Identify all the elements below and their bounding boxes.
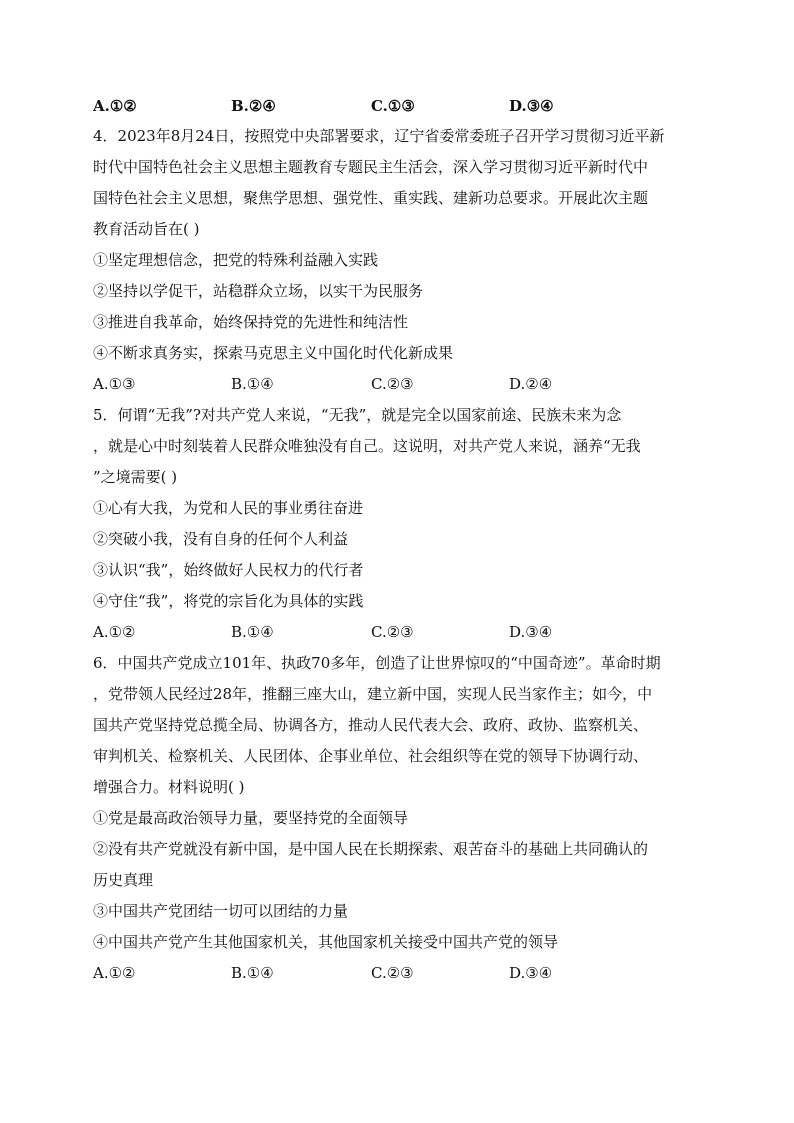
q5-option-d: D.③④ [509,623,553,641]
q6-option-c: C.②③ [371,964,414,982]
q6-options [93,963,713,983]
q6-stem-line: 6．中国共产党成立101年、执政70多年，创造了让世界惊叹的“中国奇迹”。革命时期 [93,654,661,672]
q5-option-b: B.①④ [231,623,274,641]
q6-option-b: B.①④ [231,964,274,982]
q4-option-d: D.②④ [509,375,553,393]
q6-stem-line: ，党带领人民经过28年，推翻三座大山，建立新中国，实现人民当家作主；如今，中 [93,685,653,703]
q4-options [93,374,713,394]
q6-item: ④中国共产党产生其他国家机关，其他国家机关接受中国共产党的领导 [93,933,559,951]
q6-stem-line: 增强合力。材料说明( ) [93,778,245,796]
q3-option-d: D.③④ [509,97,554,115]
q6-item: ③中国共产党团结一切可以团结的力量 [93,902,349,920]
q6-stem-line: 国共产党坚持党总揽全局、协调各方，推动人民代表大会、政府、政协、监察机关、 [93,716,649,734]
q6-option-a: A.①② [93,964,136,982]
q5-item: ③认识“我”，始终做好人民权力的代行者 [93,561,364,579]
q5-stem-line: ，就是心中时刻装着人民群众唯独没有自己。这说明，对共产党人来说，涵养“无我 [93,437,641,455]
q5-item: ④守住“我”，将党的宗旨化为具体的实践 [93,592,364,610]
q4-item: ④不断求真务实，探索马克思主义中国化时代化新成果 [93,344,454,362]
q6-item: 历史真理 [93,871,154,889]
q4-option-b: B.①④ [231,375,274,393]
q4-option-a: A.①③ [93,375,136,393]
q5-stem-line: 5．何谓“无我”?对共产党人来说，“无我”，就是完全以国家前途、民族未来为念 [93,406,622,424]
q5-stem-line: ”之境需要( ) [93,468,178,486]
q4-stem-line: 教育活动旨在( ) [93,220,200,238]
q5-option-a: A.①② [93,623,136,641]
q3-options [93,96,713,116]
q5-item: ①心有大我，为党和人民的事业勇往奋进 [93,499,364,517]
q4-item: ③推进自我革命，始终保持党的先进性和纯洁性 [93,313,409,331]
q5-item: ②突破小我，没有自身的任何个人利益 [93,530,349,548]
q5-option-c: C.②③ [371,623,414,641]
q4-option-c: C.②③ [371,375,414,393]
q4-stem-line: 国特色社会主义思想，聚焦学思想、强党性、重实践、建新功总要求。开展此次主题 [93,189,649,207]
q4-item: ①坚定理想信念，把党的特殊利益融入实践 [93,251,379,269]
q3-option-a: A.①② [93,97,137,115]
q5-options [93,622,713,642]
q4-stem-line: 时代中国特色社会主义思想主题教育专题民主生活会，深入学习贯彻习近平新时代中 [93,158,649,176]
q6-item: ①党是最高政治领导力量，要坚持党的全面领导 [93,809,409,827]
q4-item: ②坚持以学促干，站稳群众立场，以实干为民服务 [93,282,424,300]
q6-option-d: D.③④ [509,964,553,982]
q6-item: ②没有共产党就没有新中国，是中国人民在长期探索、艰苦奋斗的基础上共同确认的 [93,840,649,858]
q3-option-b: B.②④ [231,97,276,115]
q4-stem-line: 4．2023年8月24日，按照党中央部署要求，辽宁省委常委班子召开学习贯彻习近平新 [93,127,665,145]
q6-stem-line: 审判机关、检察机关、人民团体、企事业单位、社会组织等在党的领导下协调行动、 [93,747,649,765]
q3-option-c: C.①③ [371,97,415,115]
